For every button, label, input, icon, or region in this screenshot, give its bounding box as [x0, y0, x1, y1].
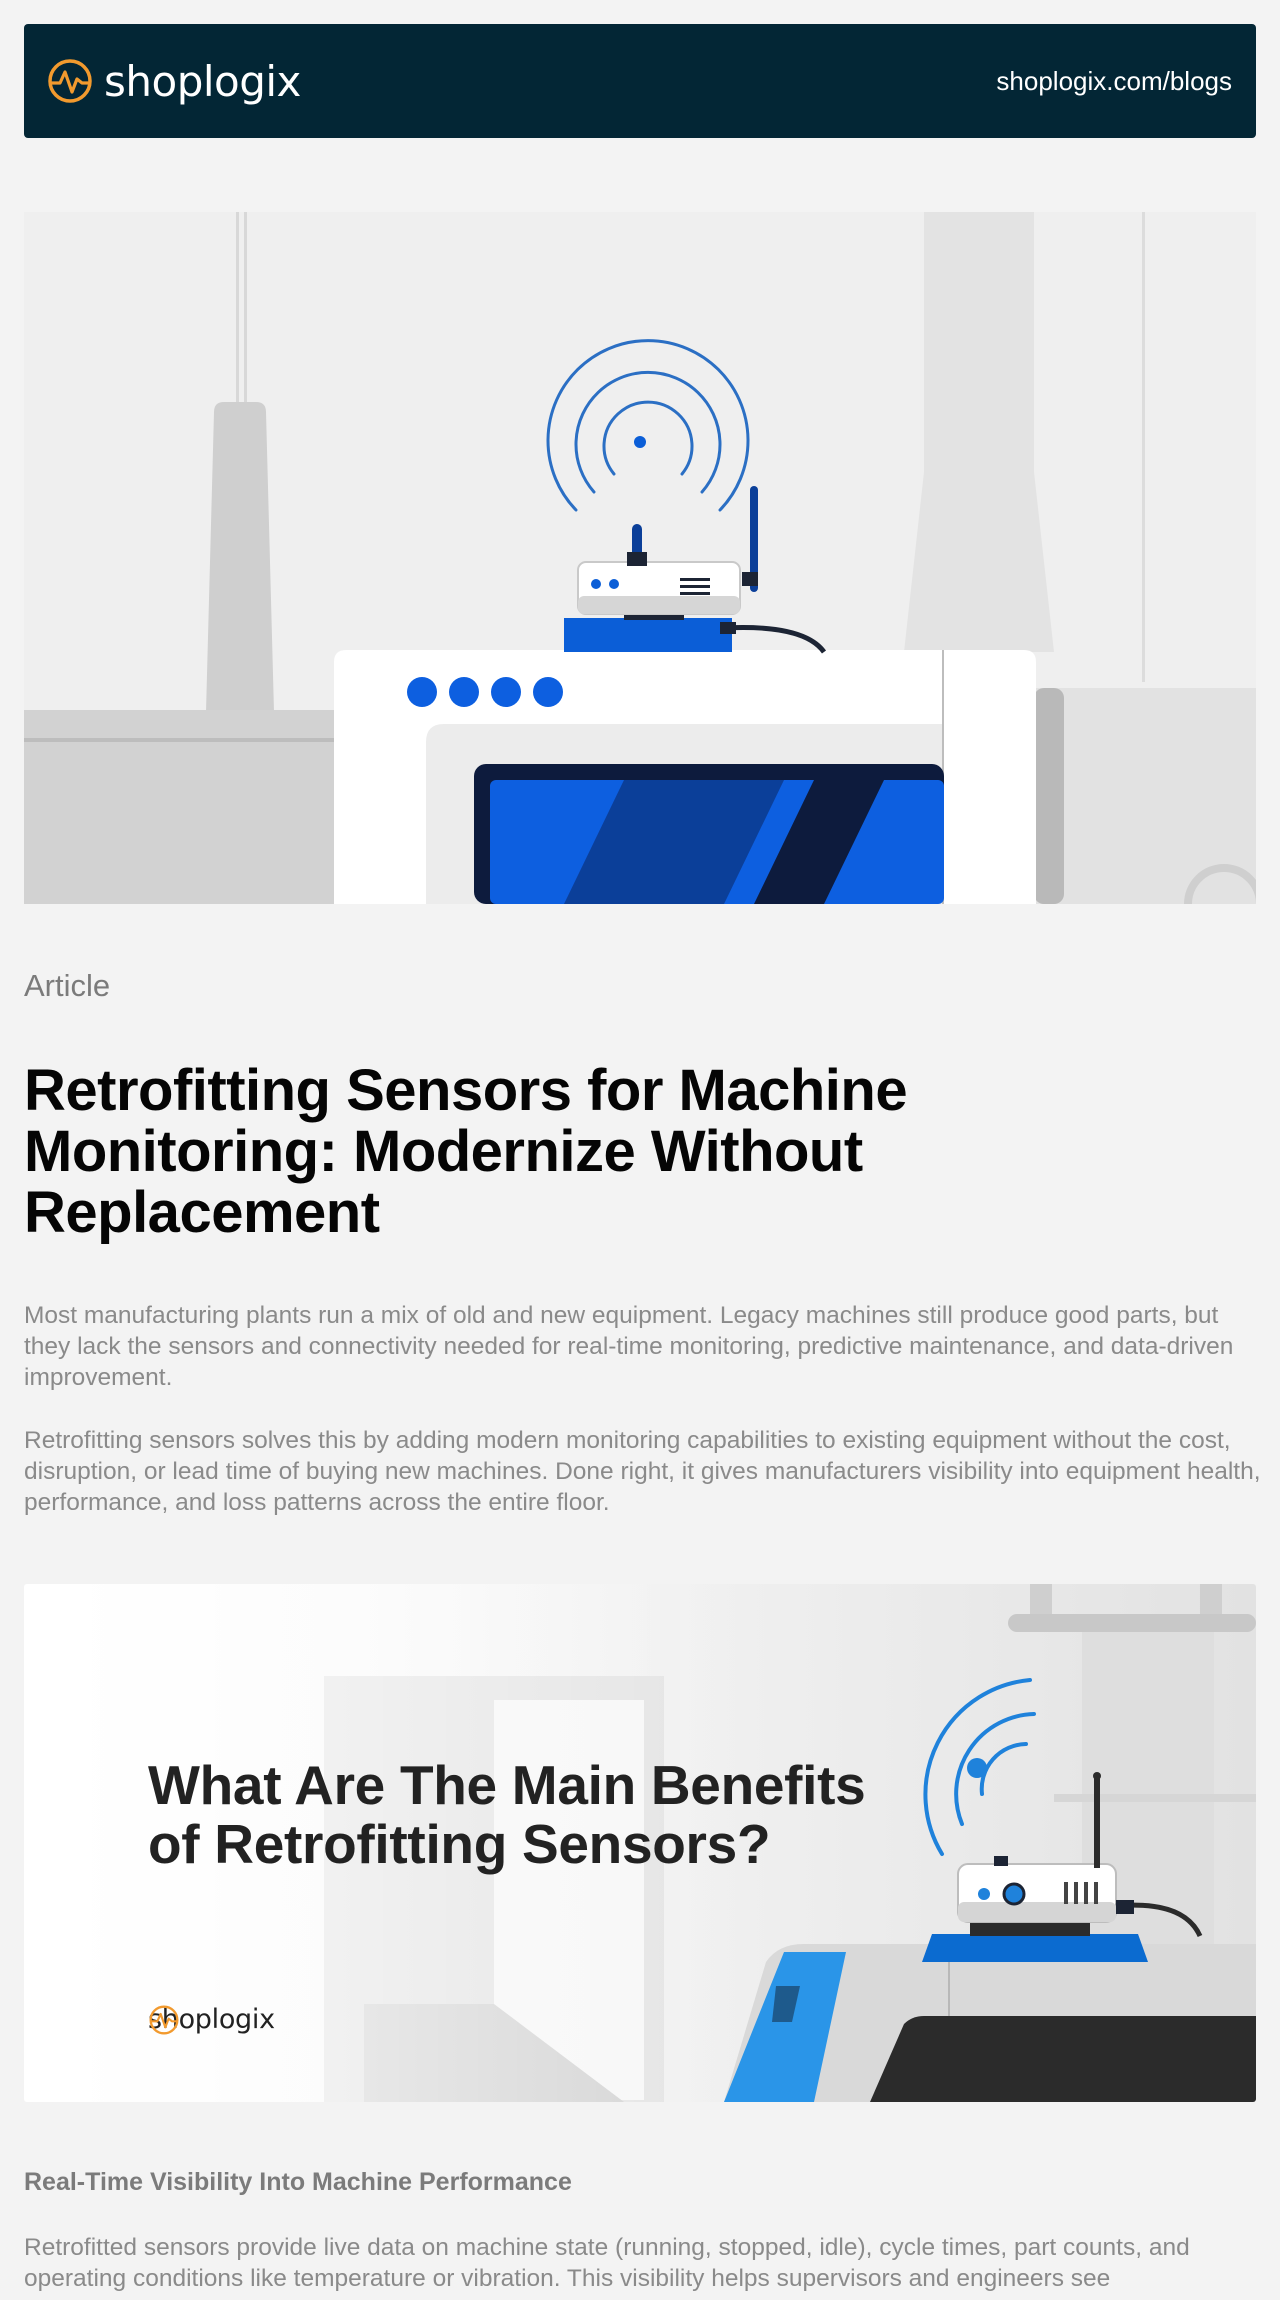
- brand-logo[interactable]: [46, 57, 301, 106]
- banner-title: What Are The Main Benefits of Retrofitting Sensors?: [148, 1754, 866, 1875]
- shoplogix-logo-icon: [46, 57, 94, 105]
- window-dot: [533, 677, 563, 707]
- window-dot: [407, 677, 437, 707]
- hero-image: [24, 212, 1256, 904]
- section-paragraph: Retrofitted sensors provide live data on machine state (running, stopped, idle), cycle times, part counts, and operating conditions like temperature or vibration. This visibility helps supervisors and engineers see: [24, 2234, 1190, 2292]
- shoplogix-logo-icon: [148, 2004, 180, 2036]
- site-header: [24, 24, 1256, 138]
- section-heading: Real-Time Visibility Into Machine Performance: [24, 2168, 572, 2196]
- intro-paragraph: Retrofitting sensors solves this by adding modern monitoring capabilities to existing equipment without the cost, disruption, or lead time of buying new machines. Done right, it gives manufacturers visibility into equipment health, performance, and loss patterns across the entire floor.: [24, 1427, 1261, 1516]
- window-dot: [449, 677, 479, 707]
- blogs-link[interactable]: shoplogix.com/blogs: [996, 65, 1232, 96]
- banner-logo: [148, 2004, 275, 2035]
- intro-paragraph: Most manufacturing plants run a mix of old and new equipment. Legacy machines still produce good parts, but they lack the sensors and connectivity needed for real-time monitoring, predictive maintenance, and data-driven improvement.: [24, 1302, 1234, 1391]
- banner-brand-name: shoplogix: [148, 2004, 275, 2035]
- article-title: Retrofitting Sensors for Machine Monitoring: Modernize Without Replacement: [24, 1058, 908, 1245]
- window-dot: [491, 677, 521, 707]
- brand-name: shoplogix: [104, 56, 301, 106]
- article-eyebrow: Article: [24, 968, 111, 1003]
- benefits-banner-image: [24, 1584, 1256, 2102]
